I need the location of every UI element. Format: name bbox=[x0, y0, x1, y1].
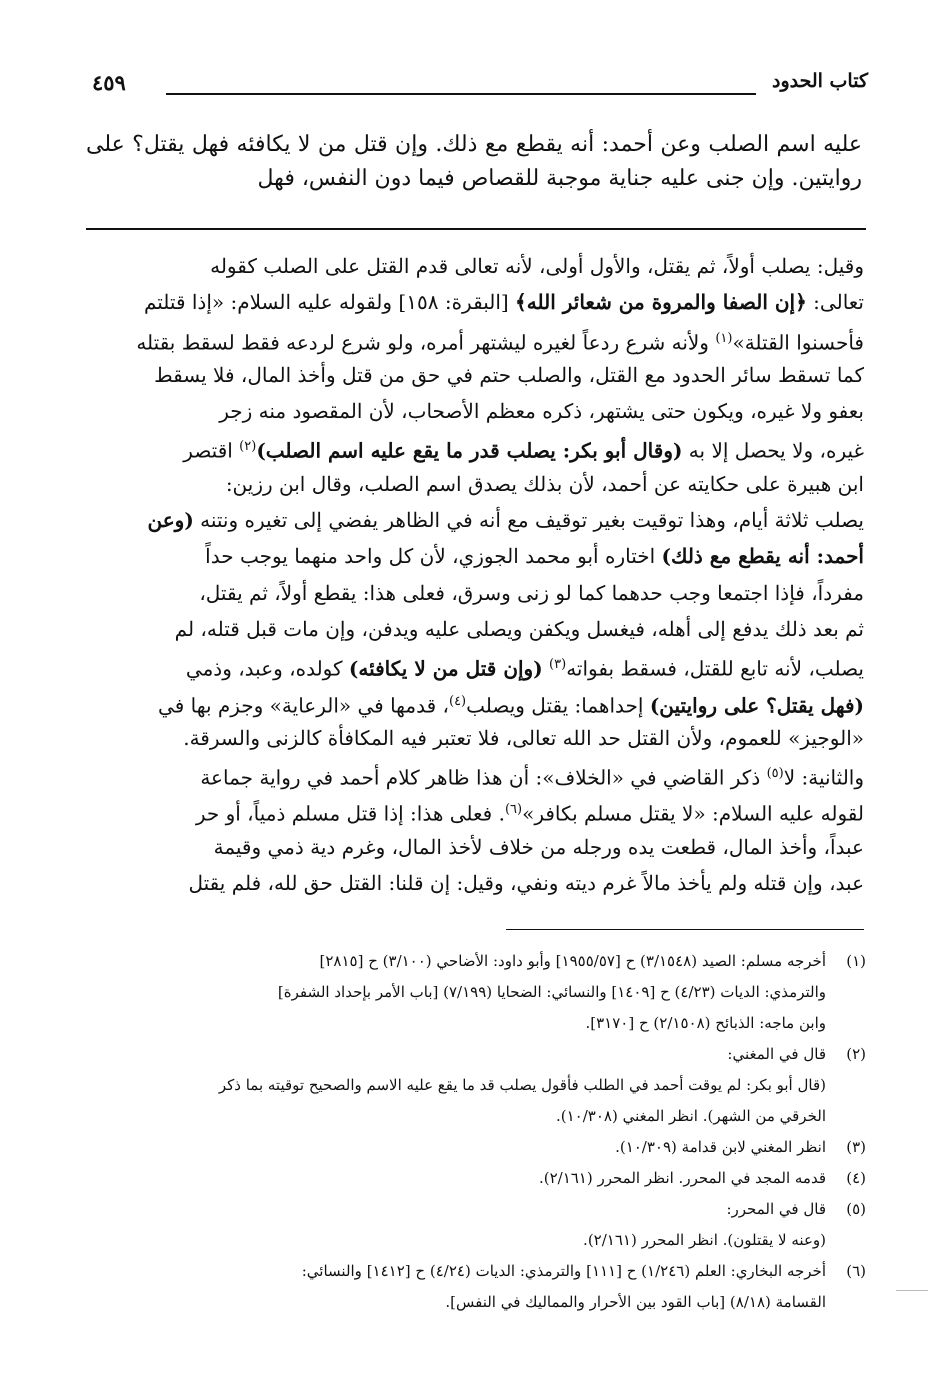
footnote-ref[interactable]: (١) bbox=[715, 330, 733, 346]
matn-separator bbox=[86, 228, 866, 230]
footnote-line bbox=[90, 1101, 866, 1132]
commentary-run: فأحسنوا القتلة» bbox=[732, 330, 864, 355]
commentary-line bbox=[86, 248, 864, 284]
commentary-line bbox=[86, 865, 864, 901]
footnote-line bbox=[90, 1256, 866, 1287]
matn-quote: (وإن قتل من لا يكافئه) bbox=[348, 656, 543, 681]
matn-quote: (فهل يقتل؟ على روايتين) bbox=[649, 693, 864, 718]
matn-quote: (وقال أبو بكر: يصلب قدر ما يقع عليه اسم الصلب) bbox=[256, 439, 683, 464]
commentary-run: لقوله عليه السلام: «لا يقتل مسلم بكافر» bbox=[522, 802, 864, 827]
footnote-ref[interactable]: (٢) bbox=[239, 439, 257, 455]
commentary-run: ذكر القاضي في «الخلاف»: أن هذا ظاهر كلام أحمد في رواية جماعة bbox=[200, 765, 767, 790]
commentary-run: «الوجيز» للعموم، ولأن القتل حد الله تعالى، فلا تعتبر فيه المكافأة كالزنى والسرقة. bbox=[183, 725, 864, 750]
commentary-run: عبداً، وأخذ المال، قطعت يده ورجله من خلاف لأخذ المال، وغرم دية ذمي وقيمة bbox=[213, 834, 864, 859]
footnote-line bbox=[90, 1163, 866, 1194]
footnote-line bbox=[90, 1287, 866, 1318]
commentary-line bbox=[86, 829, 864, 865]
commentary-run: . فعلى هذا: إذا قتل مسلم ذمياً، أو حر bbox=[195, 802, 505, 827]
commentary-run: ، قدمها في «الرعاية» وجزم بها في bbox=[158, 693, 449, 718]
header-rule bbox=[166, 93, 756, 95]
footnote-text: وابن ماجه: الذبائح (٢/١٥٠٨) ح [٣١٧٠]. bbox=[585, 1014, 826, 1032]
footnote-text: (وعنه لا يقتلون). انظر المحرر (٢/١٦١). bbox=[583, 1231, 826, 1249]
commentary-line bbox=[86, 756, 864, 792]
matn-quote: ﴿إن الصفا والمروة من شعائر الله﴾ bbox=[515, 290, 807, 315]
footnote-text: أخرجه مسلم: الصيد (٣/١٥٤٨) ح [١٩٥٥/٥٧] وأبو داود: الأضاحي (٣/١٠٠) ح [٢٨١٥] bbox=[319, 952, 826, 970]
commentary-run: يصلب ثلاثة أيام، وهذا توقيت بغير توقيف مع أنه في الظاهر يفضي إلى تغيره ونتنه bbox=[193, 508, 864, 533]
footnote-ref[interactable]: (٣) bbox=[549, 657, 567, 673]
footnote-number: (٥) bbox=[846, 1200, 866, 1218]
footnote-text: قال في المغني: bbox=[727, 1045, 826, 1063]
commentary-run: تعالى: bbox=[806, 290, 864, 315]
commentary-run: اقتصر bbox=[183, 439, 240, 464]
commentary-line bbox=[86, 284, 864, 320]
footnote-line bbox=[90, 1132, 866, 1163]
commentary-line bbox=[86, 429, 864, 465]
footnote-ref[interactable]: (٥) bbox=[766, 766, 784, 782]
commentary-run: وقيل: يصلب أولاً، ثم يقتل، والأول أولى، لأنه تعالى قدم القتل على الصلب كقوله bbox=[210, 254, 864, 278]
running-title: كتاب الحدود bbox=[771, 70, 868, 92]
footnote-line bbox=[90, 1070, 866, 1101]
footnote-number: (٤) bbox=[846, 1169, 866, 1187]
footnote-separator bbox=[506, 929, 864, 930]
commentary-run: إحداهما: يقتل ويصلب bbox=[466, 693, 650, 718]
footnote-ref[interactable]: (٦) bbox=[504, 802, 523, 818]
footnote-text: انظر المغني لابن قدامة (١٠/٣٠٩). bbox=[615, 1138, 826, 1156]
commentary-line bbox=[86, 720, 864, 756]
footnote-line bbox=[90, 1225, 866, 1256]
footnote-text: القسامة (٨/١٨) [باب القود بين الأحرار والمماليك في النفس]. bbox=[445, 1293, 826, 1311]
commentary-run: والثانية: لا bbox=[783, 765, 864, 790]
commentary-line bbox=[86, 792, 864, 828]
commentary-run: ابن هبيرة على حكايته عن أحمد، لأن بذلك يصدق اسم الصلب، وقال ابن رزين: bbox=[225, 471, 864, 496]
footnote-line bbox=[90, 1008, 866, 1039]
commentary-line bbox=[86, 575, 864, 611]
footnote-line bbox=[90, 1039, 866, 1070]
footnote-number: (٦) bbox=[846, 1262, 866, 1280]
commentary-line bbox=[86, 393, 864, 429]
commentary-run: اختاره أبو محمد الجوزي، لأن كل واحد منهما يوجب حداً bbox=[205, 544, 662, 569]
commentary-line bbox=[86, 466, 864, 502]
commentary-run: ولأنه شرع ردعاً لغيره ليشتهر أمره، ولو شرع لردعه فقط لسقط بقتله bbox=[136, 330, 716, 355]
footnote-text: والترمذي: الديات (٤/٢٣) ح [١٤٠٩] والنسائي: الضحايا (٧/١٩٩) [باب الأمر بإحداد الشفرة] bbox=[277, 983, 826, 1001]
footnote-text: قال في المحرر: bbox=[726, 1200, 826, 1218]
commentary-line bbox=[86, 647, 864, 683]
commentary-run: غيره، ولا يحصل إلا به bbox=[682, 439, 864, 464]
commentary-line bbox=[86, 502, 864, 538]
matn-quote: أحمد: أنه يقطع مع ذلك) bbox=[661, 544, 864, 569]
commentary-run: مفرداً، فإذا اجتمعا وجب حدهما كما لو زنى وسرق، فعلى هذا: يقطع أولاً، ثم يقتل، bbox=[199, 580, 864, 605]
commentary-run: يصلب، لأنه تابع للقتل، فسقط بفواته bbox=[566, 656, 864, 681]
commentary-run: كما تسقط سائر الحدود مع القتل، والصلب حتم في حق من قتل وأخذ المال، فلا يسقط bbox=[154, 362, 864, 387]
commentary-run: ثم بعد ذلك يدفع إلى أهله، فيغسل ويكفن ويصلى عليه ويدفن، وإن مات قبل قتله، لم bbox=[174, 616, 864, 641]
footnote-number: (٣) bbox=[846, 1138, 866, 1156]
commentary-text bbox=[86, 248, 864, 901]
page-header bbox=[92, 70, 868, 104]
footnote-text: الخرقي من الشهر). انظر المغني (١٠/٣٠٨). bbox=[555, 1107, 826, 1125]
footnote-ref[interactable]: (٤) bbox=[448, 693, 467, 709]
commentary-line bbox=[86, 357, 864, 393]
commentary-line bbox=[86, 611, 864, 647]
footnote-line bbox=[90, 1194, 866, 1225]
footnote-text: قدمه المجد في المحرر. انظر المحرر (٢/١٦١). bbox=[538, 1169, 826, 1187]
footnote-text: (قال أبو بكر: لم يوقت أحمد في الطلب فأقول يصلب قد ما يقع عليه الاسم والصحيح توقيته بما ذكر bbox=[218, 1076, 826, 1094]
commentary-run: [البقرة: ١٥٨] ولقوله عليه السلام: «إذا قتلتم bbox=[143, 290, 516, 315]
footnote-number: (٢) bbox=[846, 1045, 866, 1063]
footnote-line bbox=[90, 977, 866, 1008]
footnote-text: أخرجه البخاري: العلم (١/٢٤٦) ح [١١١] والترمذي: الديات (٤/٢٤) ح [١٤١٢] والنسائي: bbox=[301, 1262, 826, 1280]
commentary-run: كولده، وعبد، وذمي bbox=[185, 656, 349, 681]
footnote-line bbox=[90, 946, 866, 977]
page-number: ٤٥٩ bbox=[92, 70, 126, 95]
footnote-number: (١) bbox=[846, 952, 866, 970]
commentary-run: عبد، وإن قتله ولم يأخذ مالاً غرم ديته ونفي، وقيل: إن قلنا: القتل حق لله، فلم يقتل bbox=[188, 871, 864, 896]
commentary-run: بعفو ولا غيره، ويكون حتى يشتهر، ذكره معظم الأصحاب، لأن المقصود منه زجر bbox=[219, 399, 864, 424]
commentary-line bbox=[86, 538, 864, 574]
commentary-line bbox=[86, 321, 864, 357]
matn-text: عليه اسم الصلب وعن أحمد: أنه يقطع مع ذلك. وإن قتل من لا يكافئه فهل يقتل؟ على روايتين. وإن جنى عليه جناية موجبة للقصاص فيما دون النفس، فهل bbox=[86, 132, 862, 191]
matn-quote: (وعن bbox=[147, 508, 194, 533]
footnotes bbox=[90, 946, 866, 1318]
commentary-line bbox=[86, 684, 864, 720]
scan-edge-mark bbox=[896, 1290, 928, 1291]
